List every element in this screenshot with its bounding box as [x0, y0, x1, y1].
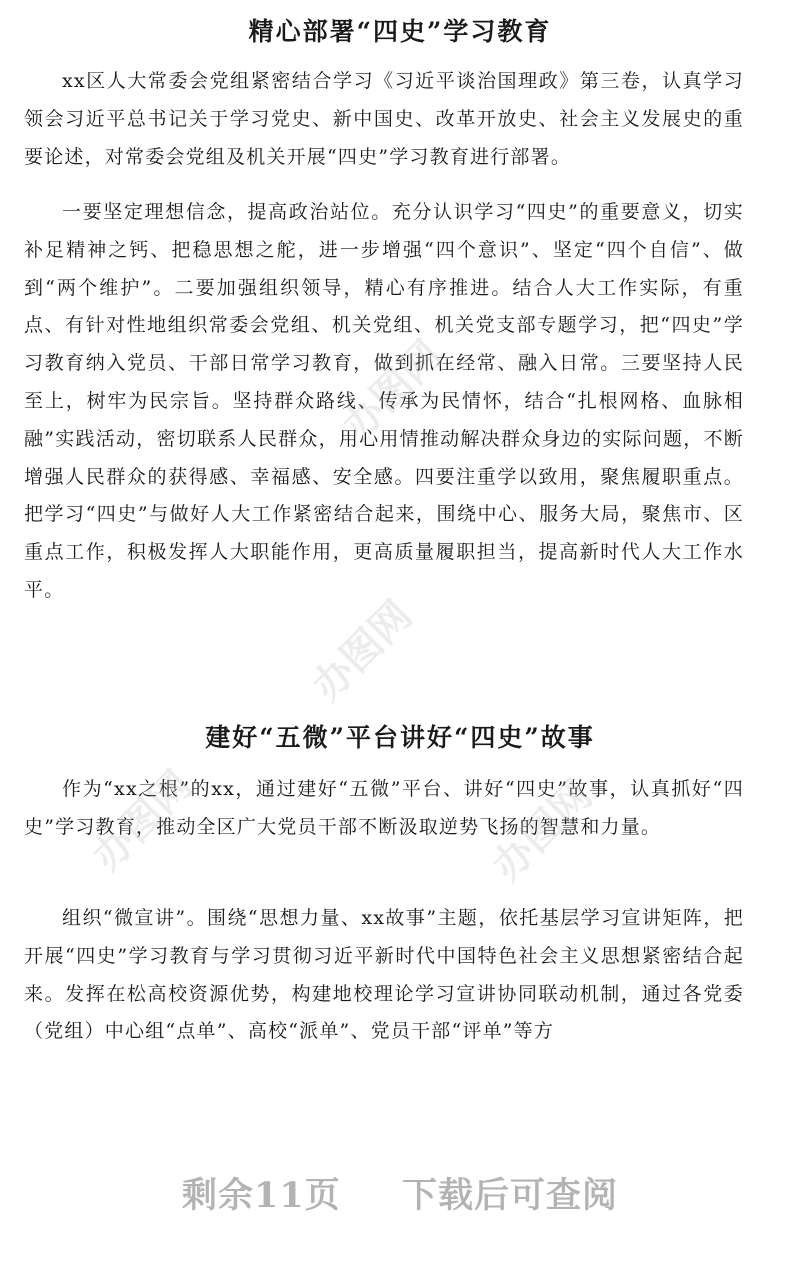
watermark: 办图网 — [303, 592, 422, 710]
download-to-view-label: 下载后可查阅 — [401, 1175, 618, 1216]
section1-title: 精心部署“四史”学习教育 — [248, 17, 552, 46]
download-prompt[interactable] — [0, 1168, 800, 1218]
section2-paragraph-1: 作为“xx之根”的xx，通过建好“五微”平台、讲好“四史”故事，认真抓好“四史”学习教育，推动全区广大党员干部不断汲取逆势飞扬的智慧和力量。 — [24, 778, 744, 838]
watermark: 办图网 — [333, 332, 452, 450]
section2-paragraph-2: 组织“微宣讲”。围绕“思想力量、xx故事”主题，依托基层学习宣讲矩阵，把开展“四史”学习教育与学习贯彻习近平新时代中国特色社会主义思想紧密结合起来。发挥在松高校资源优势，构建地校理论学习宣讲协同联动机制，通过各党委（党组）中心组“点单”、高校“派单”、党员干部“评单”等方 — [24, 907, 744, 1043]
section2-title: 建好“五微”平台讲好“四史”故事 — [205, 723, 595, 752]
section1-paragraph-2: 一要坚定理想信念，提高政治站位。充分认识学习“四史”的重要意义，切实补足精神之钙、把稳思想之舵，进一步增强“四个意识”、坚定“四个自信”、做到“两个维护”。二要加强组织领导，精心有序推进。结合人大工作实际，有重点、有针对性地组织常委会党组、机关党组、机关党支部专题学习，把“四史”学习教育纳入党员、干部日常学习教育，做到抓在经常、融入日常。三要坚持人民至上，树牢为民宗旨。坚持群众路线、传承为民情怀，结合“扎根网格、血脉相融”实践活动，密切联系人民群众，用心用情推动解决群众身边的实际问题，不断增强人民群众的获得感、幸福感、安全感。四要注重学以致用，聚焦履职重点。把学习“四史”与做好人大工作紧密结合起来，围绕中心、服务大局，聚焦市、区重点工作，积极发挥人大职能作用，更高质量履职担当，提高新时代人大工作水平。 — [24, 201, 744, 601]
watermark: 办图网 — [483, 772, 602, 890]
section1-paragraph-1: xx区人大常委会党组紧密结合学习《习近平谈治国理政》第三卷，认真学习领会习近平总书记关于学习党史、新中国史、改革开放史、社会主义发展史的重要论述，对常委会党组及机关开展“四史”学习教育进行部署。 — [24, 70, 744, 168]
remaining-pages-label: 剩余11页 — [182, 1175, 341, 1216]
watermark: 办图网 — [83, 762, 202, 880]
